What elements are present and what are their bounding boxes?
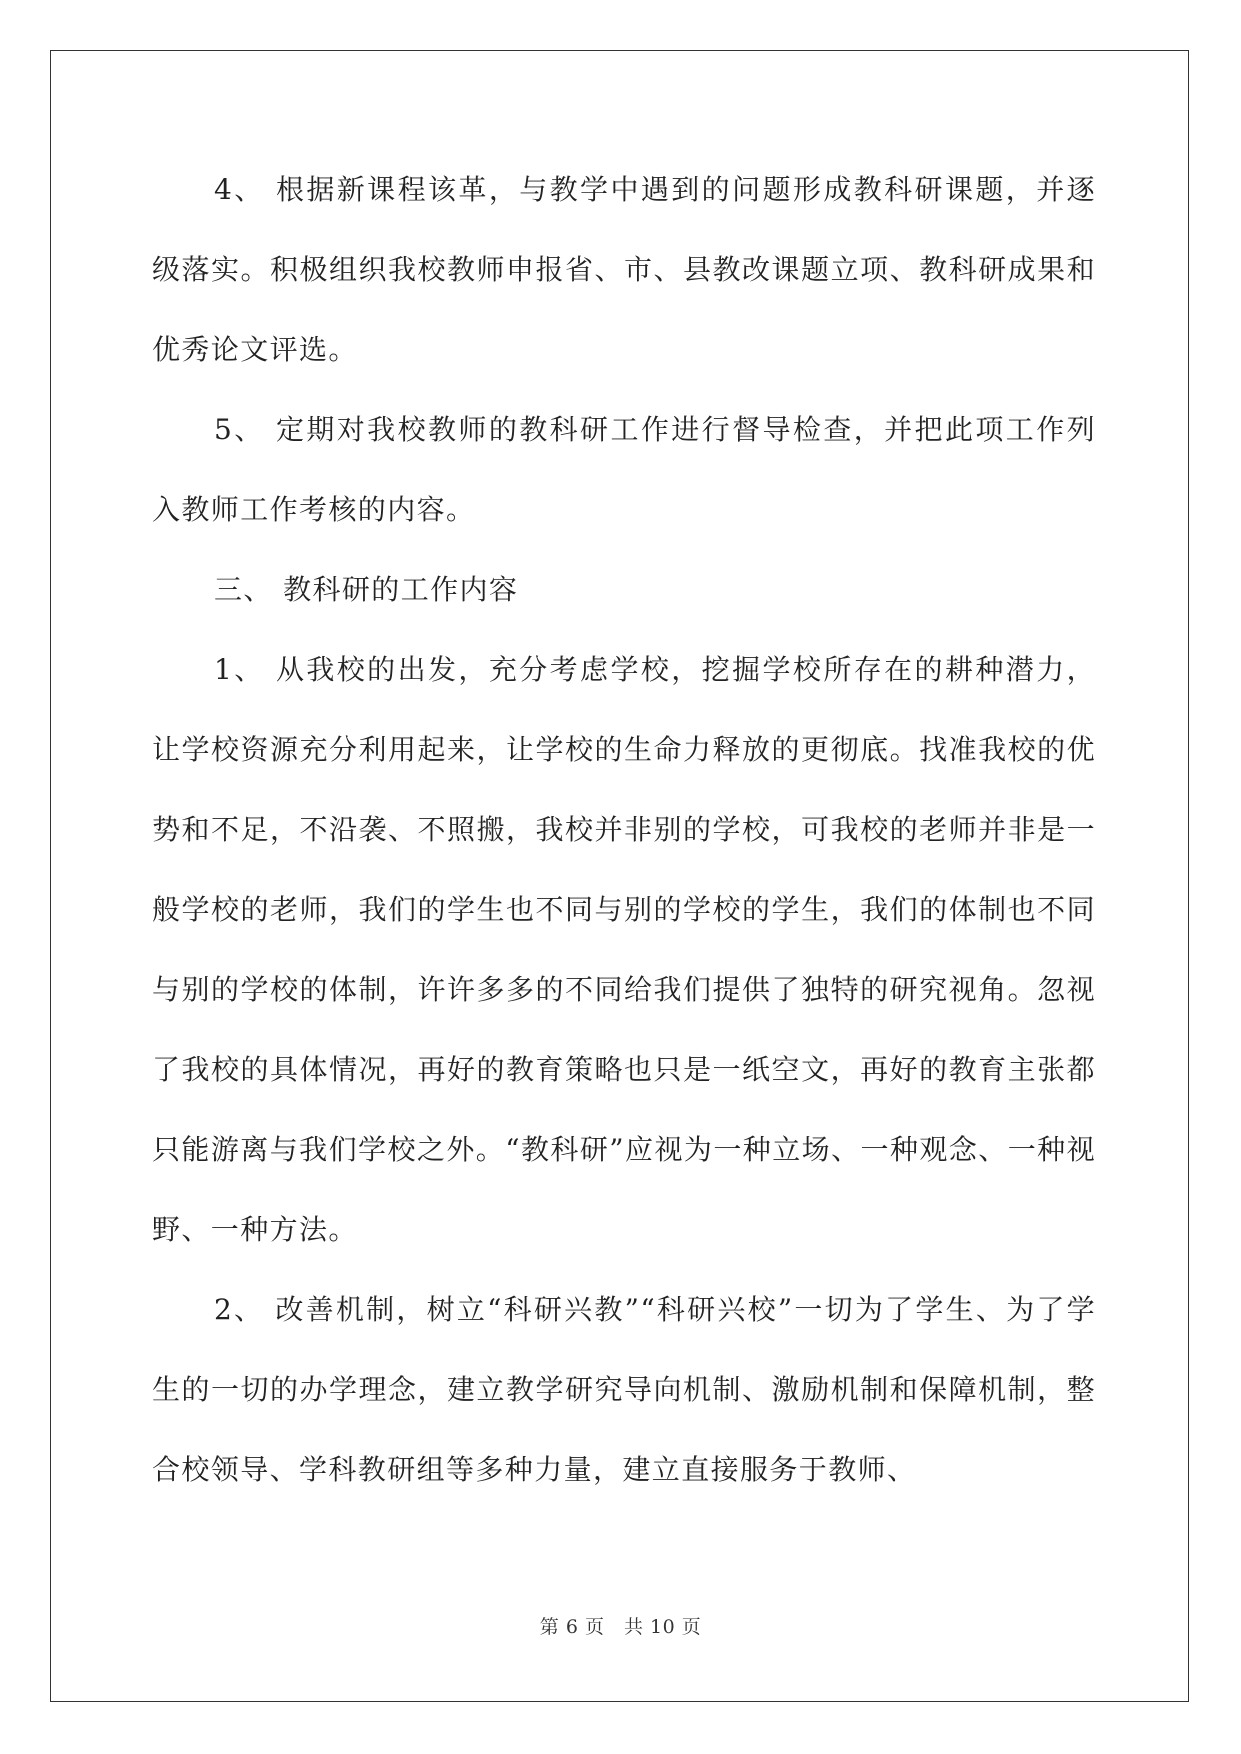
paragraph-item-2: 2、 改善机制，树立“科研兴教”“科研兴校”一切为了学生、为了学生的一切的办学理念，建立教学研究导向机制、激励机制和保障机制，整合校领导、学科教研组等多种力量，建立直接服务于教师、 (152, 1293, 1096, 1486)
page-number-footer: 第 6 页 共 10 页 (539, 1616, 702, 1638)
document-body (152, 150, 1096, 1510)
section-heading: 三、 教科研的工作内容 (214, 573, 519, 606)
paragraph-item-1: 1、 从我校的出发，充分考虑学校，挖掘学校所存在的耕种潜力，让学校资源充分利用起来，让学校的生命力释放的更彻底。找准我校的优势和不足，不沿袭、不照搬，我校并非别的学校，可我校的老师并非是一般学校的老师，我们的学生也不同与别的学校的学生，我们的体制也不同与别的学校的体制，许许多多的不同给我们提供了独特的研究视角。忽视了我校的具体情况，再好的教育策略也只是一纸空文，再好的教育主张都只能游离与我们学校之外。“教科研”应视为一种立场、一种观念、一种视野、一种方法。 (152, 653, 1096, 1246)
paragraph-item-5: 5、 定期对我校教师的教科研工作进行督导检查，并把此项工作列入教师工作考核的内容。 (152, 413, 1096, 526)
paragraph-item-4: 4、 根据新课程该革，与教学中遇到的问题形成教科研课题，并逐级落实。积极组织我校教师申报省、市、县教改课题立项、教科研成果和优秀论文评选。 (152, 173, 1096, 366)
